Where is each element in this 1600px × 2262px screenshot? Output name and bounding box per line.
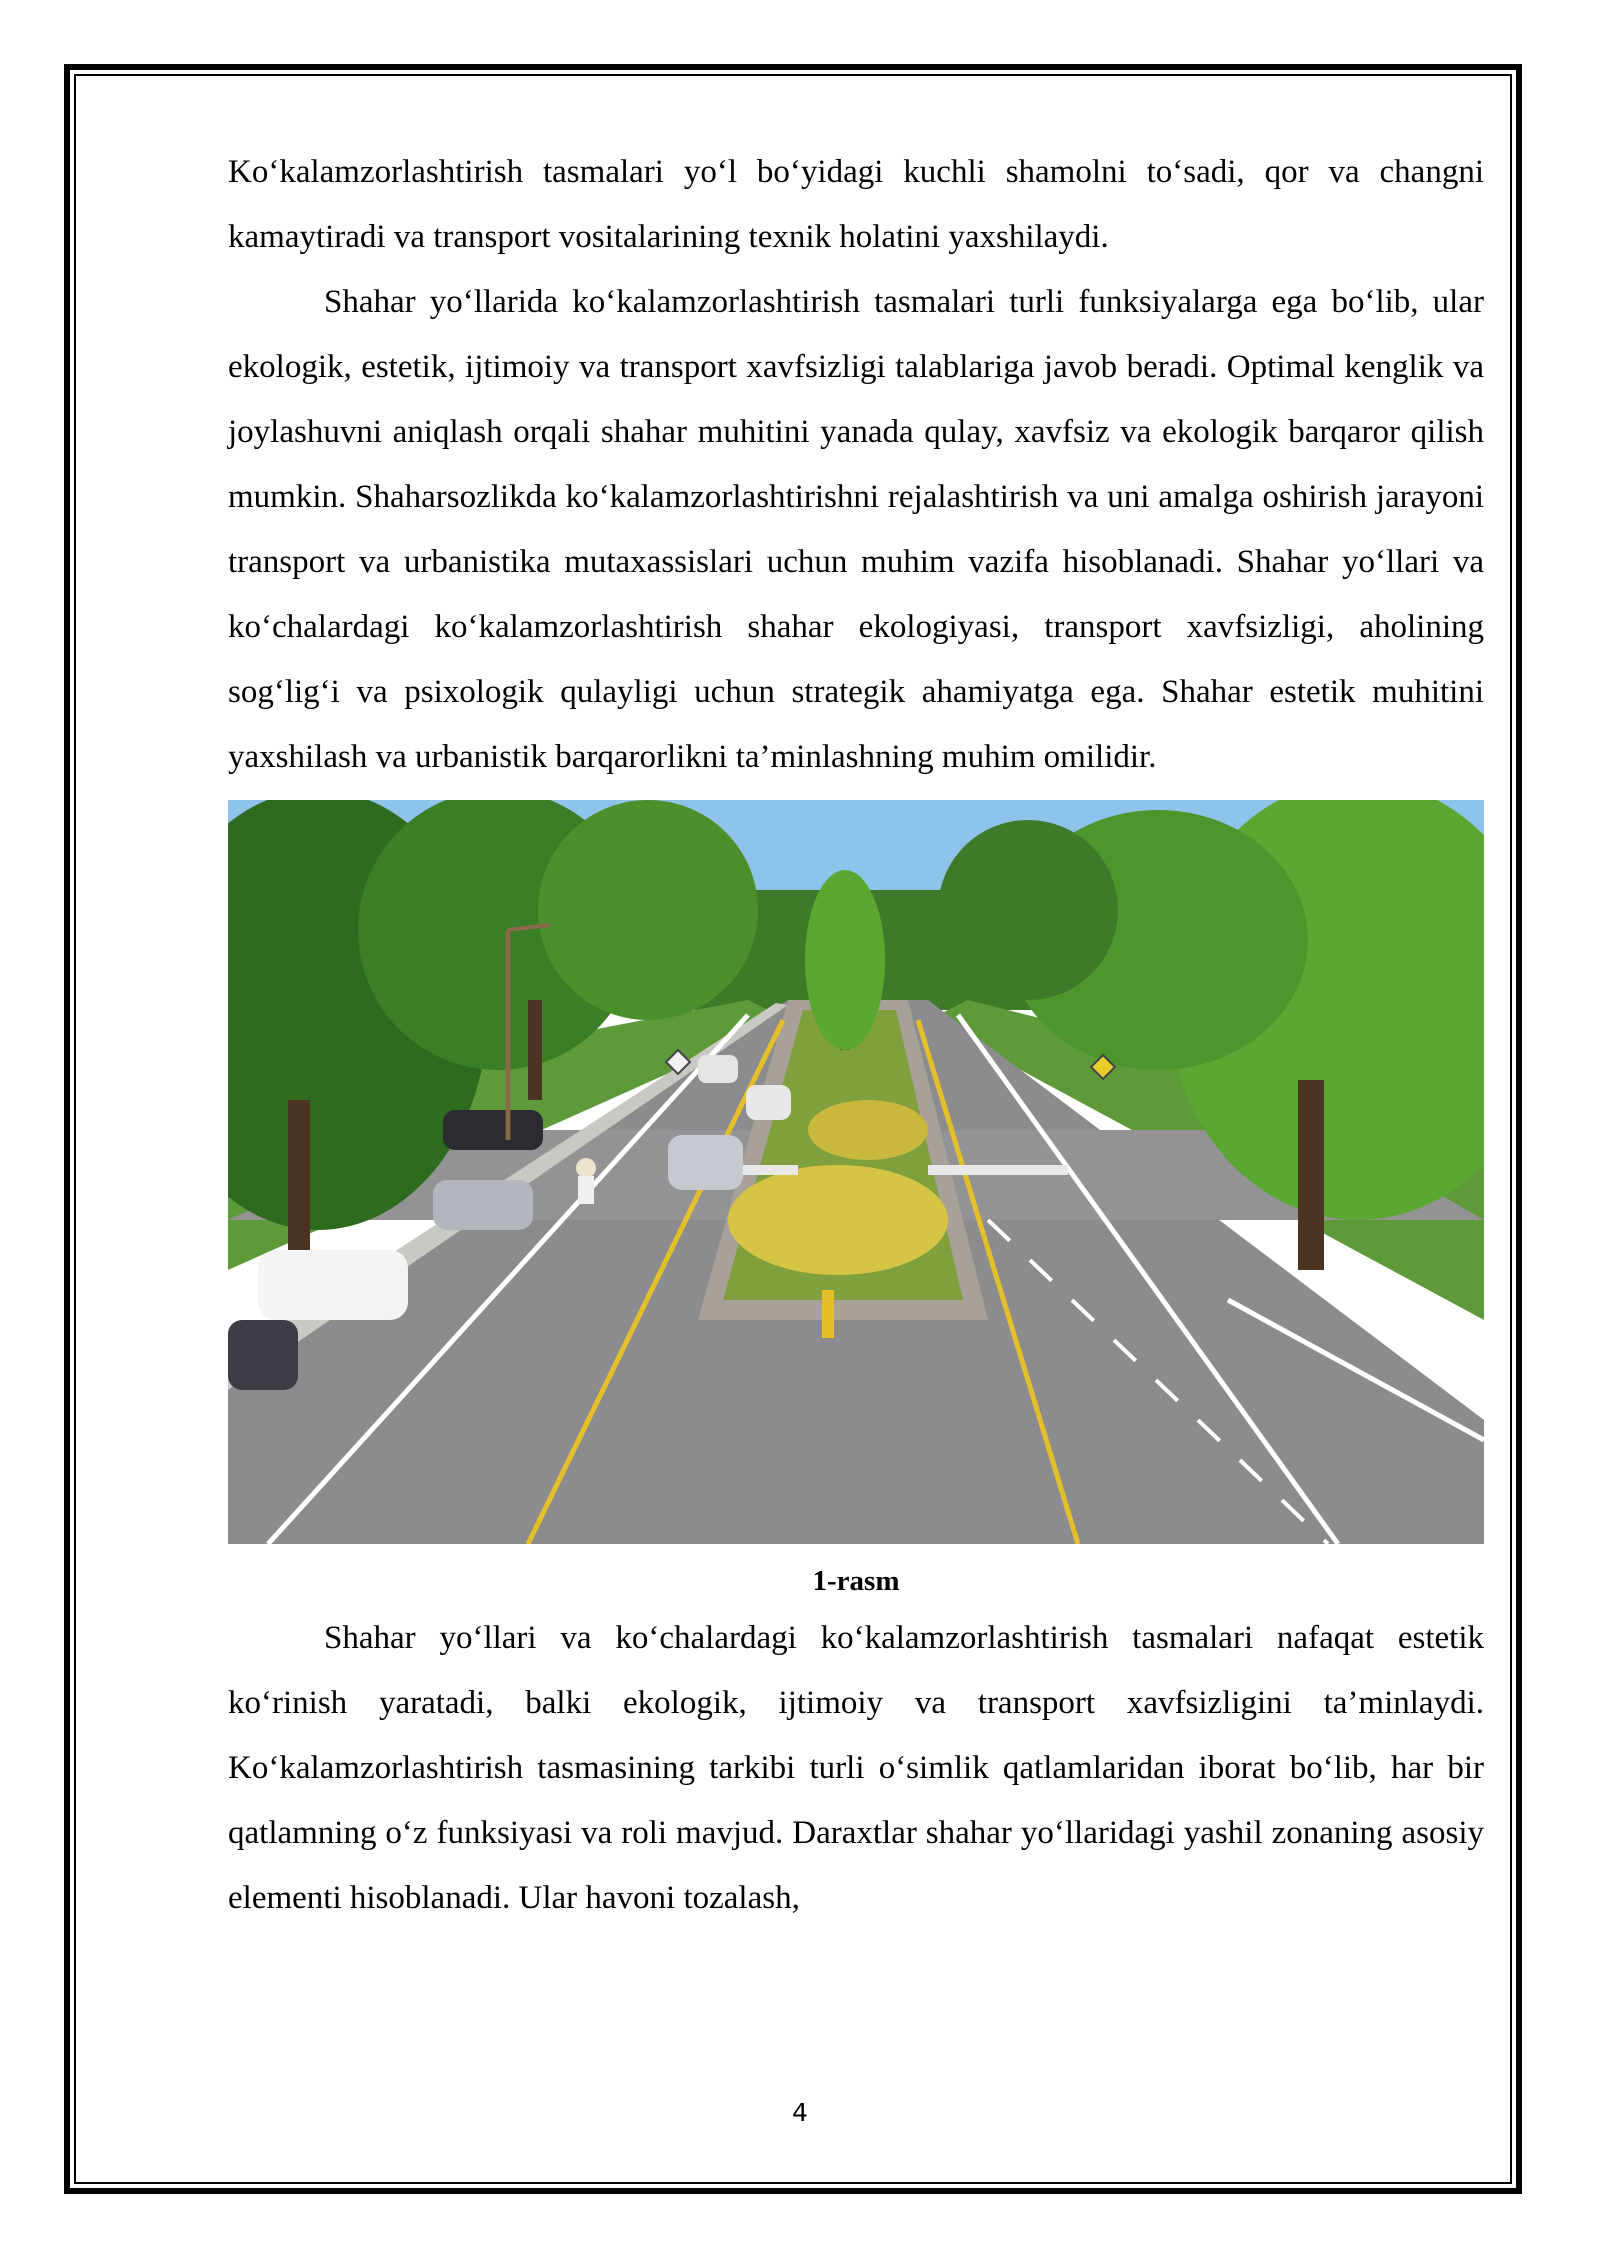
silver-car — [433, 1180, 533, 1230]
paragraph-1: Ko‘kalamzorlashtirish tasmalari yo‘l bo‘yidagi kuchli shamolni to‘sadi, qor va changni kamaytiradi va transport vositalarining texnik holatini yaxshilaydi. — [228, 154, 1484, 255]
page-number: 4 — [792, 2098, 808, 2127]
median-tree — [805, 870, 885, 1050]
street-greenery-photo — [228, 800, 1484, 1544]
paragraph-2: Shahar yo‘llarida ko‘kalamzorlashtirish tasmalari turli funksiyalarga ega bo‘lib, ular ekologik, estetik, ijtimoiy va transport xavfsizligi talablariga javob beradi. Optimal kenglik va joylashuvni aniqlash orqali shahar muhitini yanada qulay, xavfsiz va ekologik barqaror qilish mumkin. Shaharsozlikda ko‘kalamzorlashtirishni rejalashtirish va uni amalga oshirish jarayoni transport va urbanistika mutaxassislari uchun muhim vazifa hisoblanadi. Shahar yo‘llari va ko‘chalardagi ko‘kalamzorlashtirish shahar ekologiyasi, transport xavfsizligi, aholining sog‘lig‘i va psixologik qulayligi uchun strategik ahamiyatga ega. Shahar estetik muhitini yaxshilash va urbanistik barqarorlikni ta’minlashning muhim omilidir. — [228, 284, 1484, 775]
paragraph-3: Shahar yo‘llari va ko‘chalardagi ko‘kalamzorlashtirish tasmalari nafaqat estetik ko‘rinish yaratadi, balki ekologik, ijtimoiy va transport xavfsizligini ta’minlaydi. Ko‘kalamzorlashtirish tasmasining tarkibi turli o‘simlik qatlamlaridan iborat bo‘lib, har bir qatlamning o‘z funksiyasi va roli mavjud. Daraxtlar shahar yo‘llaridagi yashil zonaning asosiy elementi hisoblanadi. Ular havoni tozalash, — [228, 1620, 1484, 1916]
moving-car — [668, 1135, 743, 1190]
white-car — [258, 1250, 408, 1320]
page-content — [228, 140, 1484, 1931]
figure-caption: 1-rasm — [812, 1565, 900, 1597]
